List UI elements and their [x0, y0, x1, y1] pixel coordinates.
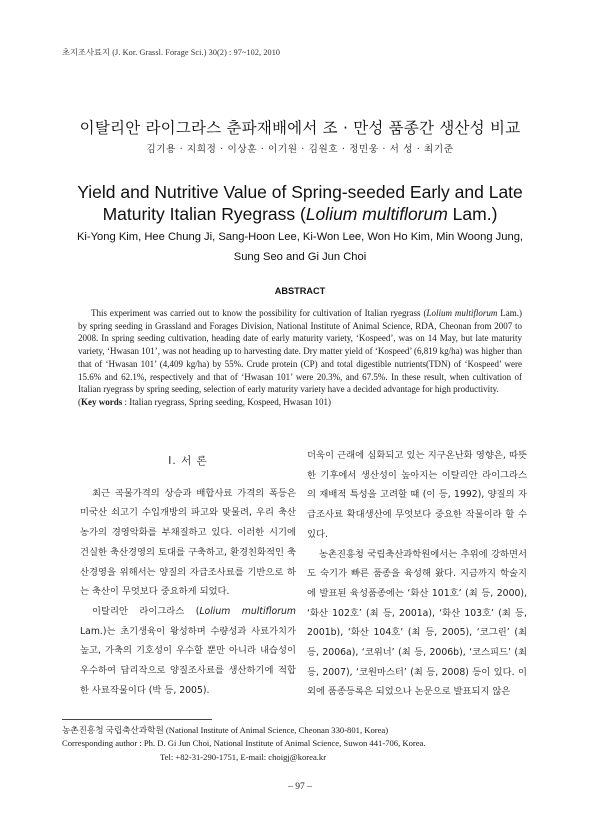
keywords-text: : Italian ryegrass, Spring seeding, Kospeed, Hwasan 101) [122, 396, 331, 407]
keywords-label: Key words [81, 396, 123, 407]
intro-paragraph-2 [80, 602, 296, 701]
journal-citation: 초지조사료지 (J. Kor. Grassl. Forage Sci.) 30(2) : 97~102, 2010 [62, 48, 281, 57]
abstract-heading: ABSTRACT [274, 286, 326, 296]
english-title-species: Lolium multiflorum [305, 204, 448, 224]
english-title [40, 181, 560, 225]
english-title-post: Lam.) [447, 204, 498, 224]
korean-title: 이탈리안 라이그라스 춘파재배에서 조 · 만성 품종간 생산성 비교 [79, 119, 521, 137]
abstract-part2: Lam.) by spring seeding in Grassland and Forages Division, National Institute of Animal Science, RDA, Cheonan from 2007 to 2008. In spring seeding cultivation, heading date of early maturity variety, ‘Kospeed’, was on 14 May, but late maturity variety, ‘Hwasan 101’, was not heading up to harvesting date. Dry matter yield of ‘Kospeed’ (6,819 kg/ha) was higher than that of ‘Hwasan 101’ (4,409 kg/ha) by 55%. Crude protein (CP) and total digestible nutrients(TDN) of ‘Kospeed’ were 15.6% and 62.1%, respectively and that of ‘Hwasan 101’ were 20.3%, and 67.5%. In these result, when cultivation of Italian ryegrass by spring seeding, selection of early maturity variety have a decided advantage for high productivity. [78, 308, 522, 395]
korean-authors: 김기용 · 지희정 · 이상훈 · 이기원 · 김원호 · 정민웅 · 서 성 · 최기준 [146, 144, 454, 155]
footnote-affiliation: 농촌진흥청 국립축산과학원 (National Institute of Animal Science, Cheonan 330-801, Korea) [62, 725, 389, 735]
keywords [78, 396, 522, 409]
section-heading-introduction: Ⅰ. 서 론 [168, 455, 208, 467]
english-title-line1: Yield and Nutritive Value of Spring-seeded Early and Late [77, 182, 523, 202]
intro-paragraph-3: 더욱이 근래에 심화되고 있는 지구온난화 영향은, 따뜻한 기후에서 생산성이 높아지는 이탈리안 라이그라스의 재배적 특성을 고려할 때 (이 등, 1992), 양질의 자급조사료 확대생산에 무엇보다 중요한 작물이라 할 수 있다. [307, 450, 527, 540]
english-title-line2 [40, 203, 560, 225]
keywords-open: ( [78, 396, 81, 407]
english-authors-line1: Ki-Yong Kim, Hee Chung Ji, Sang-Hoon Lee, Ki-Won Lee, Won Ho Kim, Min Woong Jung, [76, 231, 524, 243]
abstract-species: Lolium multiflorum [426, 308, 498, 318]
footnote-corresponding-author: Corresponding author : Ph. D. Gi Jun Choi, National Institute of Animal Science, Suwon 441-706, Korea. [62, 738, 426, 749]
intro-p2-post: Lam.)는 초기생육이 왕성하며 수량성과 사료가치가 높고, 가축의 기호성이 우수할 뿐만 아니라 내습성이 우수하여 답리작으로 양질조사료를 생산하기에 적합한 사료작물이다 (박 등, 2005). [80, 625, 296, 696]
abstract-part1: This experiment was carried out to know the possibility for cultivation of Italian ryegrass ( [91, 308, 427, 318]
footnote-contact: Tel: +82-31-290-1751, E-mail: choigj@korea.kr [160, 751, 327, 762]
intro-paragraph-1: 최근 곡물가격의 상승과 배합사료 가격의 폭등은 미국산 쇠고기 수입개방의 파고와 맞물려, 우리 축산농가의 경영악화를 부채질하고 있다. 이러한 시기에 건실한 축산경영의 토대를 구축하고, 환경친화적인 축산경영을 위해서는 양질의 자급조사료를 기반으로 하는 축산이 무엇보다 중요하게 되었다. [80, 487, 296, 598]
right-column [307, 446, 527, 702]
page-number: – 97 – [288, 782, 312, 792]
left-column [80, 452, 296, 700]
footnote-divider [62, 719, 212, 720]
intro-paragraph-4: 농촌진흥청 국립축산과학원에서는 추위에 강하면서도 숙기가 빠른 품종을 육성해 왔다. 지금까지 학술지에 발표된 육성품종에는 ‘화산 101호’ (최 등, 2000), ‘화산 102호’ (최 등, 2001a), ‘화산 103호’ (최 등, 2001b), ‘화산 104호’ (최 등, 2005), ‘코그린’ (최 등, 2006a), ‘코위너’ (최 등, 2006b), ‘코스피드’ (최 등, 2007), ‘코원마스터’ (최 등, 2008) 등이 있다. 이 외에 품종등록은 되었으나 논문으로 발표되지 않은 [307, 548, 527, 698]
abstract-body [78, 307, 522, 409]
intro-p2-species: Lolium multiflorum [199, 605, 296, 617]
footnotes [62, 724, 532, 764]
english-title-pre: Maturity Italian Ryegrass ( [102, 204, 306, 224]
english-authors [50, 227, 550, 267]
english-authors-line2: Sung Seo and Gi Jun Choi [233, 251, 367, 263]
abstract-paragraph [78, 307, 522, 396]
intro-p2-pre: 이탈리안 라이그라스 ( [92, 605, 200, 617]
